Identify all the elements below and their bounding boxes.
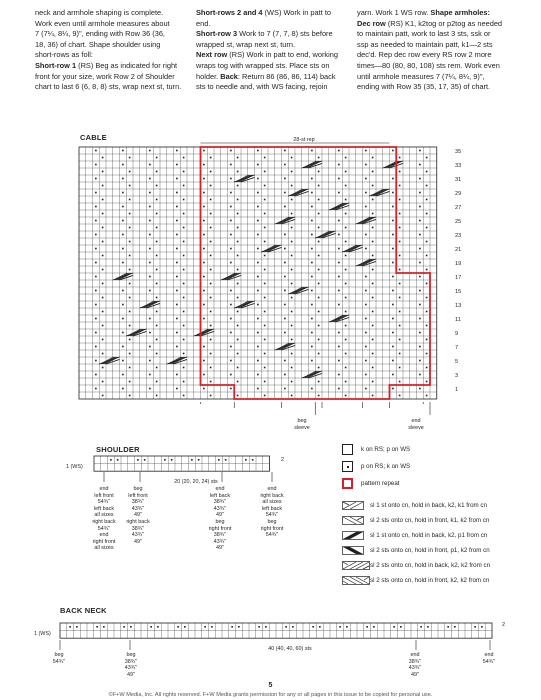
bold-term: Back: [220, 71, 238, 81]
text-line: neck and armhole shaping is complete.: [35, 8, 164, 17]
row-number: 33: [455, 163, 462, 169]
row-number: 21: [455, 247, 462, 253]
row-number: 31: [455, 177, 462, 183]
purl-dot: [346, 626, 348, 628]
purl-dot: [177, 626, 179, 628]
row-number: 15: [455, 289, 462, 295]
row-number: 11: [455, 317, 461, 323]
shoulder-sts-label: 20 (20, 20, 24) sts: [174, 479, 218, 485]
key-label: k on RS; p on WS: [361, 446, 411, 453]
purl-dot: [123, 626, 125, 628]
bold-term: Short-rows 2 and 4: [196, 8, 263, 17]
text-line: (RS) K1, k2tog or p2tog as needed: [385, 18, 503, 28]
back-neck-sts-label: 40 (40, 40, 60) sts: [268, 646, 312, 652]
purl-dot: [150, 626, 152, 628]
purl-dot: [319, 626, 321, 628]
back-neck-end-2: end 54¾": [482, 652, 496, 665]
page-number: 5: [268, 682, 273, 689]
text-line: (WS) Work in patt to: [262, 8, 331, 17]
text-line: dec'd. Rep dec row every RS row 2 more: [357, 50, 492, 60]
back-neck-beg-1: beg 54¾": [52, 652, 66, 665]
key-label: sl 1 st onto cn, hold in back, k2, k1 from cn: [370, 502, 487, 509]
text-line: to maintain patt, work to last 3 sts, ssk or: [357, 29, 491, 39]
purl-dot: [76, 626, 78, 628]
text-line: 18, 36) of chart. Shape shoulder using: [35, 39, 161, 49]
text-line: 7 (7¼, 8¼, 9)", ending with Row 36 (36,: [35, 29, 165, 39]
end-sleeve-label: end sleeve: [408, 418, 424, 431]
purl-dot: [204, 626, 206, 628]
text-line: times—80 (80, 80, 108) sts rem. Work even: [357, 60, 500, 70]
purl-dot: [400, 626, 402, 628]
purl-dot: [454, 626, 456, 628]
purl-dot: [231, 626, 233, 628]
purl-dot: [285, 626, 287, 628]
row-number: 3: [455, 373, 459, 379]
back-neck-end-1: end 38¾" 43¾" 49": [408, 652, 422, 678]
text-line: yarn. Work 1 WS row.: [357, 8, 431, 17]
back-neck-row-2-label: 2: [502, 622, 505, 628]
shoulder-row-label: 1 (WS): [66, 464, 83, 470]
row-number: 35: [455, 149, 462, 155]
bold-term: Dec row: [357, 18, 386, 28]
text-line: : Return 86 (86, 86, 114) back: [237, 71, 336, 81]
purl-dot: [474, 626, 476, 628]
row-number: 5: [455, 359, 459, 365]
text-line: sts to needle and, with WS facing, rejoin: [196, 82, 328, 92]
key-label: sl 1 st onto cn, hold in back, k2, p1 from cn: [370, 532, 488, 539]
purl-dot: [265, 626, 267, 628]
bold-term: Shape armholes:: [430, 8, 490, 17]
bold-term: Short-row 1: [35, 60, 77, 70]
text-line: end.: [196, 18, 211, 28]
row-number: 23: [455, 233, 462, 239]
text-line: Work to 7 (7, 7, 8) sts before: [237, 29, 333, 39]
purl-dot: [339, 626, 341, 628]
purl-dot: [393, 626, 395, 628]
purl-dot: [481, 626, 483, 628]
row-number: 7: [455, 345, 459, 351]
purl-dot: [130, 626, 132, 628]
back-neck-row-label: 1 (WS): [34, 631, 51, 637]
purl-dot: [258, 626, 260, 628]
row-number: 29: [455, 191, 462, 197]
purl-dot: [366, 626, 368, 628]
shoulder-col-1: end left front 54¾" left back all sizes right back 54¾" end right front all sizes: [92, 486, 116, 552]
bold-term: Short-row 3: [196, 29, 238, 39]
purl-dot: [96, 626, 98, 628]
purl-dot: [238, 626, 240, 628]
bold-term: Next row: [196, 50, 228, 60]
shoulder-col-3: end left back 38¾" 43¾" 49" beg right front 38¾" 43¾" 49": [208, 486, 232, 552]
row-number: 27: [455, 205, 462, 211]
shoulder-chart-title: SHOULDER: [96, 445, 140, 454]
shoulder-row-2-label: 2: [281, 457, 284, 463]
purl-dot: [312, 626, 314, 628]
row-number: 9: [455, 331, 459, 337]
row-number: 13: [455, 303, 462, 309]
text-line: wraps tog with wrapped sts. Place sts on: [196, 60, 330, 70]
text-line: holder.: [196, 71, 221, 81]
text-line: chart to last 6 (6, 8, 8) sts, wrap next st, turn.: [35, 82, 182, 92]
key-label: sl 2 sts onto cn, hold in front, k1, k2 from cn: [370, 517, 490, 524]
text-line: Work even until armhole measures about: [35, 18, 170, 28]
shoulder-col-4: end right back all sizes left back 54¾" beg right front 54¾": [260, 486, 284, 539]
purl-dot: [157, 626, 159, 628]
purl-dot: [69, 626, 71, 628]
text-line: front for your size, work Row 2 of Shoulder: [35, 71, 175, 81]
text-line: (RS) Beg as indicated for right: [76, 60, 178, 70]
row-number: 17: [455, 275, 462, 281]
purl-dot: [427, 626, 429, 628]
key-label: sl 2 sts onto cn, hold in front, k2, k2 from cn: [370, 577, 490, 584]
beg-sleeve-label: beg sleeve: [294, 418, 310, 431]
purl-dot: [211, 626, 213, 628]
back-neck-beg-2: beg 38¾" 43¾" 49": [124, 652, 138, 678]
key-label: sl 2 sts onto cn, hold in front, p1, k2 from cn: [370, 547, 490, 554]
back-neck-chart-title: BACK NECK: [60, 606, 107, 615]
text-line: short-rows as foll:: [35, 50, 93, 60]
row-number: 19: [455, 261, 462, 267]
purl-dot: [292, 626, 294, 628]
text-line: ending with Row 35 (35, 17, 35) of chart.: [357, 82, 491, 92]
repeat-label: 28-st rep: [293, 137, 315, 143]
text-line: until armhole measures 7 (7¼, 8¼, 9)",: [357, 71, 485, 81]
row-number: 25: [455, 219, 462, 225]
purl-dot: [373, 626, 375, 628]
text-line: wrapped st, wrap next st, turn.: [196, 39, 295, 49]
purl-dot: [103, 626, 105, 628]
text-line: (RS) Work in patt to end, working: [227, 50, 338, 60]
purl-dot: [420, 626, 422, 628]
text-line: ssp as needed to maintain patt, k1—2 sts: [357, 39, 493, 49]
copyright-footer: ©F+W Media, Inc. All rights reserved. F+W Media grants permission for any or all pages in this issue to be copied for personal use.: [108, 692, 433, 698]
row-number: 1: [455, 387, 459, 393]
key-label: sl 2 sts onto cn, hold in back, k2, k2 from cn: [370, 562, 491, 569]
cable-chart-title: CABLE: [80, 133, 107, 142]
purl-dot: [184, 626, 186, 628]
shoulder-col-2: beg left front 38¾" 43¾" 49" right back 38¾" 43¾" 49": [126, 486, 150, 545]
key-label: pattern repeat: [361, 480, 400, 487]
key-label: p on RS; k on WS: [361, 463, 411, 470]
purl-dot: [447, 626, 449, 628]
